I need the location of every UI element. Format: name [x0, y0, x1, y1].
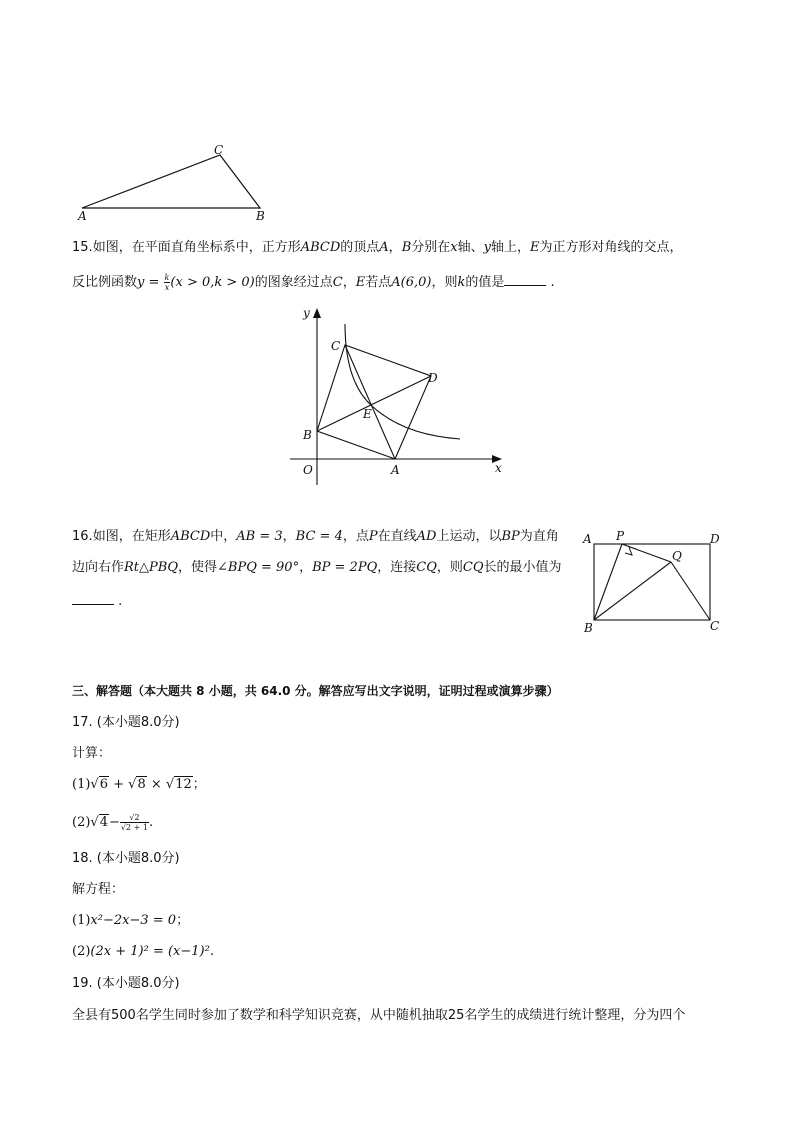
label-b: B	[303, 428, 312, 442]
q18-item1	[72, 912, 189, 930]
q16-text: 上运动，以	[436, 529, 502, 544]
fraction	[120, 813, 149, 832]
q16-abcd: ABCD	[170, 529, 211, 544]
label-c: C	[214, 143, 224, 157]
right-angle-mark	[625, 547, 632, 555]
diagonal-bd	[317, 376, 431, 431]
q16-bc: BC = 4	[295, 529, 343, 544]
segment-pq	[622, 544, 671, 562]
hyperbola-curve	[345, 324, 460, 439]
q17-header: 17. (本小题8.0分)	[72, 715, 180, 730]
frac-den: √2 + 1	[120, 823, 148, 832]
q15-text: 的顶点	[340, 240, 380, 255]
end: .	[209, 944, 214, 959]
item-label: (1)	[72, 777, 91, 792]
times: ×	[146, 777, 166, 792]
label-d: D	[710, 532, 720, 546]
sqrt: √8	[128, 777, 146, 792]
q16-rt: Rt	[124, 560, 140, 575]
q16-end: .	[114, 594, 123, 609]
equation: x²−2x−3 = 0	[90, 913, 177, 928]
label-o: O	[303, 463, 313, 477]
y-axis-arrow	[313, 308, 321, 318]
q15-y: y	[137, 275, 145, 290]
q15-number: 15.	[72, 240, 93, 255]
q16-line2	[72, 559, 562, 577]
section-title: 三、解答题（本大题共 8 小题，共 64.0 分。解答应写出文字说明，证明过程或演算步骤）	[72, 684, 559, 698]
q15-comma: ，	[388, 240, 402, 255]
end: .	[148, 815, 154, 830]
q16-line1	[72, 528, 559, 546]
label-b: B	[584, 621, 593, 635]
label-e: E	[363, 407, 372, 421]
q15-figure	[285, 302, 510, 492]
q16-line3	[72, 592, 122, 611]
radicand: 6	[99, 777, 108, 792]
q15-line2	[72, 273, 555, 292]
q15-a: A	[379, 240, 389, 255]
q18-instruction: 解方程：	[72, 882, 125, 897]
frac-den: x	[164, 283, 170, 292]
q16-text: 边向右作	[72, 560, 125, 575]
label-d: D	[428, 371, 438, 385]
triangle-abc	[82, 155, 260, 208]
triangle-figure	[70, 140, 280, 225]
q15-text: 如图，在平面直角坐标系中，正方形	[92, 240, 301, 255]
q15-text: 若点	[365, 275, 392, 290]
q15-condition: (x > 0,k > 0)	[170, 275, 255, 290]
q16-angle: ∠BPQ = 90°	[217, 560, 300, 575]
q16-text: 中，	[210, 529, 237, 544]
sqrt: √4	[90, 815, 108, 830]
q15-x: x	[450, 240, 458, 255]
q19-header: 19. (本小题8.0分)	[72, 976, 180, 991]
item-label: (2)	[72, 944, 91, 959]
label-a: A	[583, 532, 592, 546]
q17-item2	[72, 813, 153, 832]
q16-cq: CQ	[462, 560, 484, 575]
q15-abcd: ABCD	[300, 240, 341, 255]
end: ；	[176, 913, 190, 928]
q15-text: ，	[342, 275, 356, 290]
label-y: y	[303, 306, 310, 320]
q16-figure	[578, 528, 728, 638]
sqrt: √6	[90, 777, 108, 792]
plus: +	[109, 777, 129, 792]
q15-e: E	[355, 275, 366, 290]
q15-text: 的值是	[465, 275, 505, 290]
q15-text: 轴、	[457, 240, 484, 255]
q18-item2	[72, 943, 214, 961]
q15-c: C	[332, 275, 343, 290]
q15-text: 反比例函数	[72, 275, 138, 290]
q15-point-a: A(6,0)	[391, 275, 432, 290]
q15-k: k	[457, 275, 466, 290]
sqrt: √12	[165, 777, 192, 792]
q15-end: .	[546, 275, 555, 290]
label-a: A	[78, 209, 87, 223]
q16-text: ，连接	[377, 560, 417, 575]
q16-bp: BP	[501, 529, 520, 544]
item-label: (1)	[72, 913, 91, 928]
end: ；	[192, 777, 206, 792]
q16-text: ，点	[342, 529, 369, 544]
frac-num: k	[164, 273, 170, 282]
label-c: C	[331, 339, 341, 353]
answer-blank	[72, 592, 114, 605]
q19-text: 全县有500名学生同时参加了数学和科学知识竞赛，从中随机抽取25名学生的成绩进行统计整理，分为四个	[72, 1008, 686, 1023]
q15-e: E	[530, 240, 540, 255]
q16-text: ，使得	[178, 560, 218, 575]
segment-bp	[594, 544, 622, 620]
q15-line1	[72, 239, 683, 257]
segment-bq	[594, 562, 671, 620]
frac-num: √2	[120, 813, 149, 823]
label-p: P	[616, 529, 625, 543]
q16-text: 如图，在矩形	[92, 529, 171, 544]
q16-sep: ，	[299, 560, 313, 575]
label-c: C	[710, 619, 720, 633]
label-b: B	[256, 209, 265, 223]
radicand: 12	[175, 777, 192, 792]
label-q: Q	[672, 549, 682, 563]
answer-blank	[504, 273, 546, 286]
q15-text: 为正方形对角线的交点，	[539, 240, 683, 255]
label-a: A	[391, 463, 400, 477]
q15-text: 轴上，	[490, 240, 530, 255]
q16-sep: ，	[282, 529, 296, 544]
q16-triangle: △PBQ	[139, 560, 178, 575]
q15-eq: =	[144, 275, 164, 290]
q16-text: 在直线	[377, 529, 417, 544]
q16-text: 长的最小值为	[483, 560, 562, 575]
q16-text: ，则	[436, 560, 463, 575]
square-abcd	[317, 345, 431, 459]
q17-item1	[72, 776, 206, 794]
q16-p: P	[368, 529, 378, 544]
q16-relation: BP = 2PQ	[312, 560, 378, 575]
q18-header: 18. (本小题8.0分)	[72, 851, 180, 866]
q17-instruction: 计算：	[72, 746, 112, 761]
q15-y: y	[483, 240, 491, 255]
q16-ad: AD	[416, 529, 437, 544]
diagonal-ac	[345, 345, 395, 459]
item-label: (2)	[72, 815, 91, 830]
q15-b: B	[401, 240, 412, 255]
q15-text: 的图象经过点	[254, 275, 333, 290]
q16-ab: AB = 3	[236, 529, 283, 544]
q15-text: 分别在	[411, 240, 451, 255]
radicand: 8	[137, 777, 146, 792]
radicand: 4	[99, 815, 108, 830]
minus: −	[109, 815, 120, 830]
q16-text: 为直角	[519, 529, 559, 544]
segment-cq	[671, 562, 710, 620]
q16-number: 16.	[72, 529, 93, 544]
q15-text: ，则	[431, 275, 458, 290]
label-x: x	[495, 461, 502, 475]
q16-cq: CQ	[416, 560, 437, 575]
equation: (2x + 1)² = (x−1)²	[90, 944, 210, 959]
